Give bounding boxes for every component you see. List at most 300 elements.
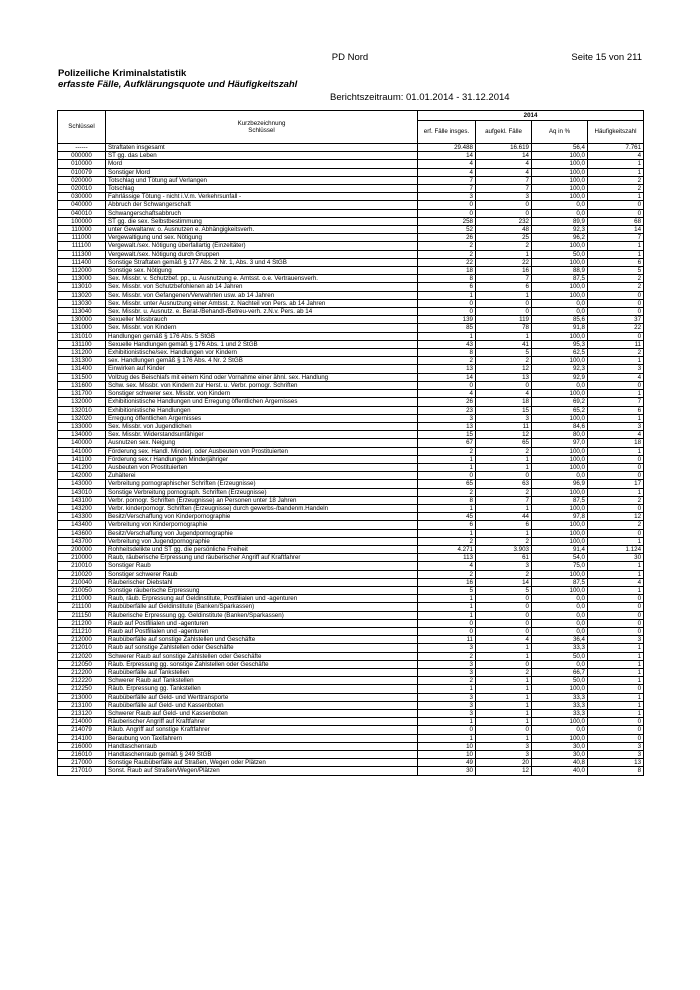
cell-solved: 1 <box>476 504 532 512</box>
table-row <box>58 267 644 275</box>
cell-cases: 1 <box>418 611 476 619</box>
cell-cases: 3 <box>418 701 476 709</box>
cell-aq: 100,0 <box>532 414 588 422</box>
cell-aq: 100,0 <box>532 185 588 193</box>
cell-cases: 3 <box>418 193 476 201</box>
cell-solved: 6 <box>476 283 532 291</box>
table-row <box>58 480 644 488</box>
cell-key: 113000 <box>58 275 106 283</box>
cell-cases: 3 <box>418 710 476 718</box>
cell-key: 000000 <box>58 152 106 160</box>
cell-solved: 16 <box>476 267 532 275</box>
cell-cases: 0 <box>418 299 476 307</box>
cell-cases: 8 <box>418 349 476 357</box>
cell-aq: 100,0 <box>532 570 588 578</box>
cell-cases: 3 <box>418 644 476 652</box>
cell-name: Erregung öffentlichen Ärgernisses <box>106 414 418 422</box>
cell-name: Vollzug des Beischlafs mit einem Kind oder Vornahme einer ähnl. sex. Handlung <box>106 373 418 381</box>
cell-solved: 0 <box>476 595 532 603</box>
table-row <box>58 176 644 184</box>
cell-hz: 1 <box>588 570 644 578</box>
cell-key: 216010 <box>58 751 106 759</box>
cell-aq: 0,0 <box>532 299 588 307</box>
cell-key: 216000 <box>58 742 106 750</box>
cell-aq: 40,8 <box>532 759 588 767</box>
cell-key: 200000 <box>58 545 106 553</box>
cell-aq: 100,0 <box>532 734 588 742</box>
cell-name: Förderung sex. Handl. Minderj. oder Ausbeuten von Prostituierten <box>106 447 418 455</box>
table-row <box>58 365 644 373</box>
cell-cases: 1 <box>418 685 476 693</box>
cell-cases: 52 <box>418 226 476 234</box>
table-row <box>58 685 644 693</box>
cell-name: Straftaten insgesamt <box>106 144 418 152</box>
cell-cases: 1 <box>418 291 476 299</box>
cell-aq: 87,5 <box>532 275 588 283</box>
cell-name: Raub auf Postfilialen und -agenturen <box>106 619 418 627</box>
cell-solved: 2 <box>476 537 532 545</box>
cell-aq: 100,0 <box>532 390 588 398</box>
cell-key: 132000 <box>58 398 106 406</box>
cell-hz: 0 <box>588 463 644 471</box>
page-number: Seite 15 von 211 <box>571 52 642 63</box>
cell-key: 131010 <box>58 332 106 340</box>
cell-hz: 0 <box>588 718 644 726</box>
cell-aq: 100,0 <box>532 447 588 455</box>
cell-aq: 91,4 <box>532 545 588 553</box>
cell-hz: 1 <box>588 677 644 685</box>
cell-aq: 100,0 <box>532 521 588 529</box>
cell-hz: 0 <box>588 201 644 209</box>
cell-cases: 7 <box>418 185 476 193</box>
cell-key: 211150 <box>58 611 106 619</box>
cell-key: 113010 <box>58 283 106 291</box>
cell-aq: 75,0 <box>532 562 588 570</box>
cell-hz: 7 <box>588 234 644 242</box>
cell-cases: 10 <box>418 751 476 759</box>
cell-key: 110000 <box>58 226 106 234</box>
cell-solved: 22 <box>476 258 532 266</box>
table-row <box>58 496 644 504</box>
cell-name: Sex. Missbr. von Schutzbefohlenen ab 14 Jahren <box>106 283 418 291</box>
cell-solved: 0 <box>476 472 532 480</box>
table-row <box>58 513 644 521</box>
cell-hz: 0 <box>588 504 644 512</box>
cell-hz: 0 <box>588 619 644 627</box>
cell-hz: 1 <box>588 414 644 422</box>
cell-cases: 3 <box>418 669 476 677</box>
cell-cases: 1 <box>418 595 476 603</box>
cell-aq: 100,0 <box>532 718 588 726</box>
cell-hz: 1 <box>588 390 644 398</box>
cell-name: Sonstiger Raub <box>106 562 418 570</box>
cell-name: Schwerer Raub auf Tankstellen <box>106 677 418 685</box>
table-row <box>58 340 644 348</box>
table-row <box>58 258 644 266</box>
cell-aq: 91,8 <box>532 324 588 332</box>
cell-cases: 10 <box>418 742 476 750</box>
cell-cases: 15 <box>418 431 476 439</box>
cell-solved: 1 <box>476 463 532 471</box>
cell-name: Sex. Missbr. von Kindern <box>106 324 418 332</box>
cell-cases: 26 <box>418 234 476 242</box>
cell-aq: 100,0 <box>532 193 588 201</box>
cell-name: Sonstiger schwerer Raub <box>106 570 418 578</box>
cell-key: 212220 <box>58 677 106 685</box>
cell-solved: 12 <box>476 431 532 439</box>
cell-key: 143200 <box>58 504 106 512</box>
cell-cases: 3 <box>418 693 476 701</box>
table-row <box>58 431 644 439</box>
cell-aq: 54,0 <box>532 554 588 562</box>
cell-hz: 0 <box>588 209 644 217</box>
cell-hz: 2 <box>588 275 644 283</box>
cell-aq: 0,0 <box>532 201 588 209</box>
cell-hz: 6 <box>588 258 644 266</box>
cell-key: 210040 <box>58 578 106 586</box>
table-row <box>58 660 644 668</box>
cell-solved: 12 <box>476 767 532 775</box>
cell-cases: 18 <box>418 267 476 275</box>
cell-hz: 0 <box>588 529 644 537</box>
cell-hz: 0 <box>588 627 644 635</box>
cell-name: Vergewaltigung und sex. Nötigung <box>106 234 418 242</box>
cell-aq: 66,7 <box>532 669 588 677</box>
cell-aq: 92,3 <box>532 226 588 234</box>
cell-solved: 63 <box>476 480 532 488</box>
cell-name: Exhibitionistische/sex. Handlungen vor Kindern <box>106 349 418 357</box>
table-row <box>58 603 644 611</box>
cell-cases: 85 <box>418 324 476 332</box>
cell-key: 111300 <box>58 250 106 258</box>
cell-key: 211100 <box>58 603 106 611</box>
cell-hz: 1 <box>588 160 644 168</box>
cell-hz: 1 <box>588 447 644 455</box>
cell-solved: 4 <box>476 390 532 398</box>
cell-solved: 0 <box>476 308 532 316</box>
cell-cases: 1 <box>418 332 476 340</box>
cell-name: Handlungen gemäß § 176 Abs. 5 StGB <box>106 332 418 340</box>
cell-hz: 12 <box>588 513 644 521</box>
cell-key: 020000 <box>58 176 106 184</box>
cell-key: 111400 <box>58 258 106 266</box>
cell-key: 213120 <box>58 710 106 718</box>
cell-solved: 7 <box>476 275 532 283</box>
table-row <box>58 570 644 578</box>
cell-name: Raub auf Postfilialen und -agenturen <box>106 627 418 635</box>
cell-hz: 30 <box>588 554 644 562</box>
cell-solved: 1 <box>476 529 532 537</box>
cell-key: 134000 <box>58 431 106 439</box>
cell-solved: 0 <box>476 611 532 619</box>
cell-key: 132020 <box>58 414 106 422</box>
cell-solved: 4 <box>476 636 532 644</box>
cell-name: Räub. Erpressung gg. sonstige Zahlstellen oder Geschäfte <box>106 660 418 668</box>
table-row <box>58 504 644 512</box>
cell-solved: 1 <box>476 693 532 701</box>
table-row <box>58 250 644 258</box>
cell-key: 010079 <box>58 168 106 176</box>
cell-cases: 4.271 <box>418 545 476 553</box>
cell-aq: 65,2 <box>532 406 588 414</box>
cell-name: Raub auf sonstige Zahlstellen oder Geschäfte <box>106 644 418 652</box>
cell-cases: 0 <box>418 627 476 635</box>
cell-aq: 100,0 <box>532 160 588 168</box>
cell-name: Sexuelle Handlungen gemäß § 176 Abs. 1 und 2 StGB <box>106 340 418 348</box>
cell-cases: 2 <box>418 488 476 496</box>
cell-key: 143600 <box>58 529 106 537</box>
cell-cases: 2 <box>418 250 476 258</box>
cell-name: Vergewalt./sex. Nötigung durch Gruppen <box>106 250 418 258</box>
cell-solved: 13 <box>476 373 532 381</box>
table-row <box>58 308 644 316</box>
cell-hz: 0 <box>588 472 644 480</box>
table-row <box>58 242 644 250</box>
cell-solved: 20 <box>476 759 532 767</box>
table-row <box>58 693 644 701</box>
cell-hz: 0 <box>588 455 644 463</box>
cell-aq: 97,0 <box>532 439 588 447</box>
cell-key: 131100 <box>58 340 106 348</box>
cell-aq: 50,0 <box>532 677 588 685</box>
cell-hz: 1 <box>588 537 644 545</box>
cell-hz: 1 <box>588 562 644 570</box>
cell-solved: 1 <box>476 710 532 718</box>
table-row <box>58 357 644 365</box>
cell-hz: 17 <box>588 480 644 488</box>
cell-hz: 2 <box>588 521 644 529</box>
cell-key: 217010 <box>58 767 106 775</box>
cell-key: 143300 <box>58 513 106 521</box>
cell-key: 100000 <box>58 217 106 225</box>
cell-aq: 97,8 <box>532 513 588 521</box>
cell-cases: 8 <box>418 275 476 283</box>
table-row <box>58 414 644 422</box>
cell-name: Räub. Angriff auf sonstige Kraftfahrer <box>106 726 418 734</box>
cell-cases: 139 <box>418 316 476 324</box>
cell-cases: 22 <box>418 258 476 266</box>
cell-name: Sexueller Missbrauch <box>106 316 418 324</box>
cell-name: Exhibitionistische Handlungen und Erregung öffentlichen Ärgernisses <box>106 398 418 406</box>
cell-name: Sonstige räuberische Erpressung <box>106 586 418 594</box>
cell-key: 140000 <box>58 439 106 447</box>
cell-name: Handtaschenraub gemäß § 249 StGB <box>106 751 418 759</box>
cell-hz: 1 <box>588 488 644 496</box>
cell-hz: 7.761 <box>588 144 644 152</box>
cell-hz: 2 <box>588 283 644 291</box>
cell-solved: 1 <box>476 685 532 693</box>
cell-key: 040000 <box>58 201 106 209</box>
cell-cases: 30 <box>418 767 476 775</box>
cell-hz: 0 <box>588 603 644 611</box>
cell-hz: 4 <box>588 578 644 586</box>
cell-aq: 100,0 <box>532 152 588 160</box>
table-row <box>58 710 644 718</box>
cell-cases: 16 <box>418 578 476 586</box>
table-row <box>58 209 644 217</box>
cell-cases: 11 <box>418 636 476 644</box>
cell-aq: 89,9 <box>532 217 588 225</box>
cell-aq: 33,3 <box>532 701 588 709</box>
cell-solved: 2 <box>476 488 532 496</box>
cell-aq: 0,0 <box>532 308 588 316</box>
cell-cases: 113 <box>418 554 476 562</box>
cell-solved: 25 <box>476 234 532 242</box>
cell-hz: 1 <box>588 693 644 701</box>
cell-aq: 95,3 <box>532 340 588 348</box>
table-row <box>58 455 644 463</box>
table-row <box>58 595 644 603</box>
table-row <box>58 627 644 635</box>
cell-cases: 3 <box>418 414 476 422</box>
cell-cases: 2 <box>418 242 476 250</box>
cell-aq: 100,0 <box>532 463 588 471</box>
cell-key: 143400 <box>58 521 106 529</box>
cell-solved: 1 <box>476 734 532 742</box>
cell-name: Schwerer Raub auf Geld- und Kassenboten <box>106 710 418 718</box>
cell-cases: 6 <box>418 521 476 529</box>
cell-solved: 0 <box>476 627 532 635</box>
cell-name: Sonstiger Mord <box>106 168 418 176</box>
cell-solved: 5 <box>476 586 532 594</box>
cell-key: 211000 <box>58 595 106 603</box>
cell-name: Sonstige Verbreitung pornograph. Schriften (Erzeugnisse) <box>106 488 418 496</box>
table-row <box>58 422 644 430</box>
cell-cases: 1 <box>418 734 476 742</box>
cell-hz: 14 <box>588 226 644 234</box>
table-row <box>58 586 644 594</box>
cell-solved: 18 <box>476 398 532 406</box>
cell-key: 211210 <box>58 627 106 635</box>
cell-aq: 40,0 <box>532 767 588 775</box>
cell-hz: 18 <box>588 439 644 447</box>
cell-hz: 3 <box>588 422 644 430</box>
cell-solved: 14 <box>476 152 532 160</box>
cell-hz: 2 <box>588 349 644 357</box>
cell-solved: 1 <box>476 332 532 340</box>
cell-cases: 6 <box>418 283 476 291</box>
cell-name: Raub, räuberische Erpressung und räuberischer Angriff auf Kraftfahrer <box>106 554 418 562</box>
table-row <box>58 406 644 414</box>
cell-hz: 1 <box>588 701 644 709</box>
cell-name: Fahrlässige Tötung - nicht i.V.m. Verkehrsunfall - <box>106 193 418 201</box>
cell-name: sex. Handlungen gemäß § 176 Abs. 4 Nr. 2 StGB <box>106 357 418 365</box>
cell-hz: 11 <box>588 340 644 348</box>
cell-key: 211200 <box>58 619 106 627</box>
cell-name: Rohheitsdelikte und ST gg. die persönliche Freiheit <box>106 545 418 553</box>
cell-aq: 92,3 <box>532 365 588 373</box>
cell-aq: 33,3 <box>532 644 588 652</box>
cell-key: 143010 <box>58 488 106 496</box>
table-row <box>58 291 644 299</box>
cell-aq: 0,0 <box>532 660 588 668</box>
cell-name: Sonstige Raubüberfälle auf Straßen, Wegen oder Plätzen <box>106 759 418 767</box>
cell-aq: 100,0 <box>532 242 588 250</box>
table-row <box>58 619 644 627</box>
cell-key: 212020 <box>58 652 106 660</box>
table-row <box>58 144 644 152</box>
cell-key: 210000 <box>58 554 106 562</box>
table-row <box>58 521 644 529</box>
cell-name: Sex. Missbr. Widerstandsunfähiger <box>106 431 418 439</box>
cell-name: Räub. Erpressung gg. Tankstellen <box>106 685 418 693</box>
cell-name: ST gg. das Leben <box>106 152 418 160</box>
cell-key: 212200 <box>58 669 106 677</box>
cell-name: Raub, räub. Erpressung auf Geldinstitute, Postfilialen und -agenturen <box>106 595 418 603</box>
cell-hz: 1 <box>588 168 644 176</box>
cell-aq: 100,0 <box>532 529 588 537</box>
cell-hz: 0 <box>588 381 644 389</box>
cell-hz: 1 <box>588 669 644 677</box>
cell-aq: 96,9 <box>532 480 588 488</box>
table-row <box>58 726 644 734</box>
report-period: Berichtszeitraum: 01.01.2014 - 31.12.2014 <box>330 92 510 103</box>
cell-aq: 100,0 <box>532 283 588 291</box>
cell-name: Raubüberfälle auf Geld- und Kassenboten <box>106 701 418 709</box>
table-row <box>58 652 644 660</box>
cell-solved: 0 <box>476 619 532 627</box>
cell-name: Räuberischer Angriff auf Kraftfahrer <box>106 718 418 726</box>
cell-solved: 7 <box>476 185 532 193</box>
column-header-year: 2014 <box>418 111 644 121</box>
cell-aq: 100,0 <box>532 504 588 512</box>
cell-name: Sex. Missbr. u. Ausnutz. e. Berat-/Behandl-/Betreu-verh. z.N.v. Pers. ab 14 <box>106 308 418 316</box>
table-row <box>58 185 644 193</box>
cell-key: 113030 <box>58 299 106 307</box>
cell-key: 131500 <box>58 373 106 381</box>
table-row <box>58 701 644 709</box>
cell-key: 141000 <box>58 447 106 455</box>
cell-solved: 3 <box>476 742 532 750</box>
cell-aq: 92,9 <box>532 373 588 381</box>
cell-cases: 13 <box>418 365 476 373</box>
table-row <box>58 390 644 398</box>
cell-solved: 7 <box>476 496 532 504</box>
table-row <box>58 677 644 685</box>
cell-solved: 11 <box>476 422 532 430</box>
cell-solved: 1 <box>476 291 532 299</box>
table-row <box>58 472 644 480</box>
cell-cases: 258 <box>418 217 476 225</box>
table-row <box>58 578 644 586</box>
cell-cases: 23 <box>418 406 476 414</box>
cell-solved: 15 <box>476 406 532 414</box>
cell-aq: 0,0 <box>532 726 588 734</box>
cell-name: Abbruch der Schwangerschaft <box>106 201 418 209</box>
cell-name: Verbreitung von Jugendpornographie <box>106 537 418 545</box>
table-row <box>58 447 644 455</box>
cell-cases: 0 <box>418 209 476 217</box>
cell-name: Beraubung von Taxifahrern <box>106 734 418 742</box>
cell-name: Förderung sex.r Handlungen Minderjähriger <box>106 455 418 463</box>
cell-hz: 4 <box>588 152 644 160</box>
cell-hz: 1 <box>588 242 644 250</box>
table-row <box>58 316 644 324</box>
cell-key: 213000 <box>58 693 106 701</box>
cell-key: 030000 <box>58 193 106 201</box>
cell-cases: 3 <box>418 660 476 668</box>
cell-key: 143700 <box>58 537 106 545</box>
table-row <box>58 751 644 759</box>
cell-key: 010000 <box>58 160 106 168</box>
cell-name: Vergewalt./sex. Nötigung überfallartig (Einzeltäter) <box>106 242 418 250</box>
cell-solved: 41 <box>476 340 532 348</box>
cell-cases: 0 <box>418 201 476 209</box>
cell-hz: 1 <box>588 652 644 660</box>
cell-solved: 1 <box>476 652 532 660</box>
cell-cases: 2 <box>418 357 476 365</box>
cell-hz: 1 <box>588 193 644 201</box>
